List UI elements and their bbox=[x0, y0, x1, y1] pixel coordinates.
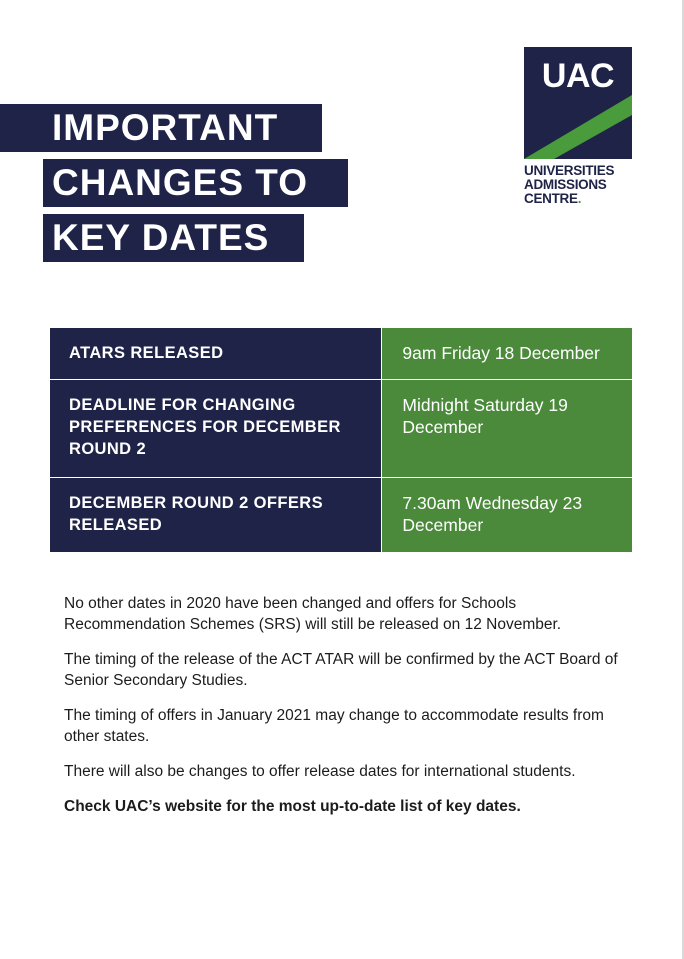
body-text bbox=[64, 593, 634, 831]
logo-wordmark bbox=[524, 164, 632, 206]
paragraph: The timing of offers in January 2021 may change to accommodate results from other states. bbox=[64, 707, 604, 745]
key-dates-table bbox=[49, 327, 633, 553]
title-line-2: CHANGES TO bbox=[43, 159, 348, 207]
date-value: Midnight Saturday 19 December bbox=[382, 380, 633, 478]
logo-mark: UAC bbox=[541, 57, 615, 95]
logo-box bbox=[524, 47, 632, 159]
website-callout: Check UAC’s website for the most up-to-date list of key dates. bbox=[64, 798, 521, 815]
date-label: DECEMBER ROUND 2 OFFERS RELEASED bbox=[50, 478, 382, 553]
uac-logo bbox=[524, 47, 632, 206]
logo-dot: . bbox=[577, 191, 582, 206]
date-label: ATARS RELEASED bbox=[50, 328, 382, 380]
table-row bbox=[50, 328, 633, 380]
title-line-3: KEY DATES bbox=[43, 214, 304, 262]
date-value: 9am Friday 18 December bbox=[382, 328, 633, 380]
table-row bbox=[50, 380, 633, 478]
logo-line-2: ADMISSIONS bbox=[524, 177, 607, 192]
date-value: 7.30am Wednesday 23 December bbox=[382, 478, 633, 553]
logo-line-1: UNIVERSITIES bbox=[524, 163, 615, 178]
paragraph: There will also be changes to offer release dates for international students. bbox=[64, 763, 576, 780]
date-label: DEADLINE FOR CHANGING PREFERENCES FOR DECEMBER ROUND 2 bbox=[50, 380, 382, 478]
paragraph: No other dates in 2020 have been changed and offers for Schools Recommendation Schemes (SRS) will still be released on 12 November. bbox=[64, 595, 562, 633]
table-row bbox=[50, 478, 633, 553]
paragraph: The timing of the release of the ACT ATAR will be confirmed by the ACT Board of Senior Secondary Studies. bbox=[64, 651, 618, 689]
title-line-1: IMPORTANT bbox=[0, 104, 322, 152]
logo-line-3: CENTRE. bbox=[524, 191, 582, 206]
